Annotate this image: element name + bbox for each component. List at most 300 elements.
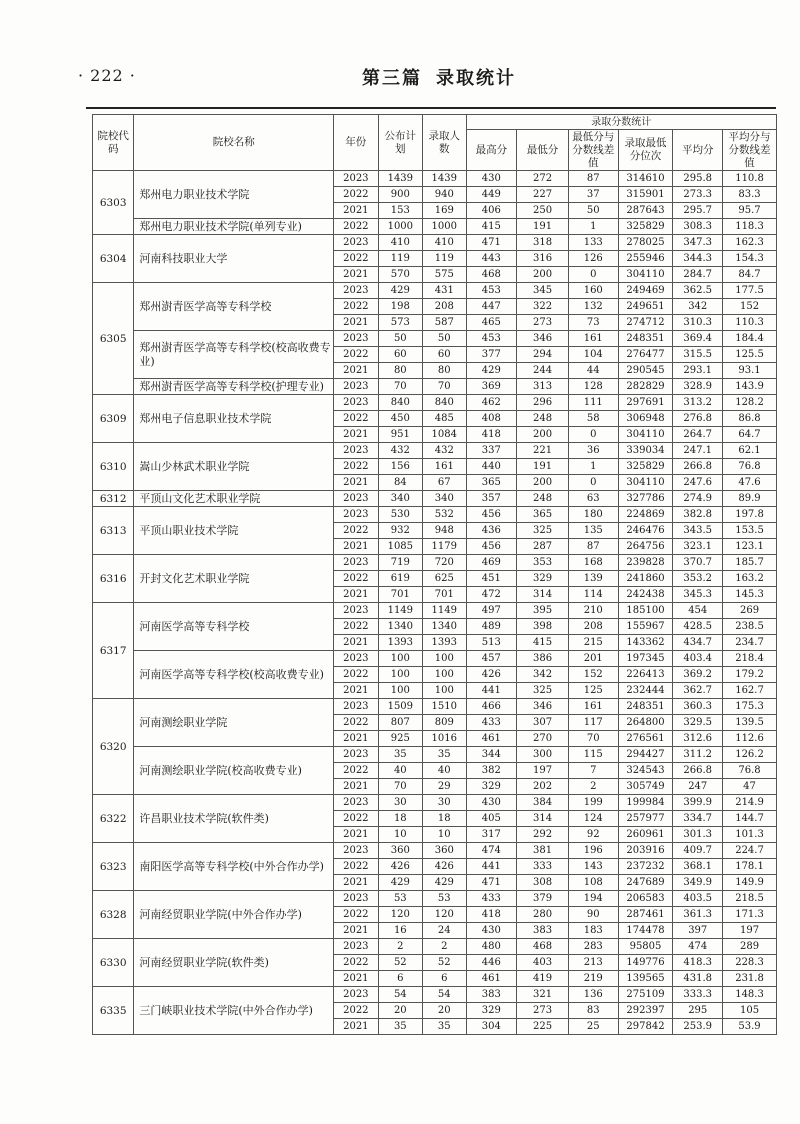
cell-plan: 153: [378, 203, 422, 219]
cell-avg: 343.5: [673, 523, 723, 539]
cell-min-rank: 276561: [618, 731, 673, 747]
cell-min-diff: 215: [568, 635, 618, 651]
cell-year: 2023: [334, 987, 378, 1003]
cell-max: 443: [466, 251, 517, 267]
cell-min: 221: [517, 443, 569, 459]
cell-min: 386: [517, 651, 569, 667]
cell-min-rank: 282829: [618, 379, 673, 395]
cell-avg-diff: 197.8: [723, 507, 777, 523]
cell-admitted: 1016: [423, 731, 466, 747]
cell-min: 346: [517, 331, 569, 347]
program-name: 三门峡职业技术学院(中外合作办学): [134, 987, 334, 1035]
cell-plan: 100: [378, 667, 422, 683]
cell-min-rank: 290545: [618, 363, 673, 379]
cell-avg: 403.5: [673, 891, 723, 907]
cell-avg-diff: 53.9: [723, 1019, 777, 1035]
cell-admitted: 52: [423, 955, 466, 971]
cell-avg: 454: [673, 603, 723, 619]
cell-avg: 311.2: [673, 747, 723, 763]
cell-min-diff: 87: [568, 539, 618, 555]
cell-max: 513: [466, 635, 517, 651]
cell-plan: 1509: [378, 699, 422, 715]
cell-min-diff: 0: [568, 427, 618, 443]
institution-code: 6304: [93, 235, 134, 283]
program-name: 郑州澍青医学高等专科学校: [134, 283, 334, 331]
cell-year: 2023: [334, 747, 378, 763]
cell-max: 453: [466, 283, 517, 299]
cell-min-rank: 339034: [618, 443, 673, 459]
cell-admitted: 29: [423, 779, 466, 795]
cell-plan: 2: [378, 939, 422, 955]
cell-plan: 701: [378, 587, 422, 603]
cell-admitted: 840: [423, 395, 466, 411]
cell-max: 329: [466, 1003, 517, 1019]
cell-avg: 253.9: [673, 1019, 723, 1035]
cell-avg-diff: 238.5: [723, 619, 777, 635]
cell-min-rank: 287643: [618, 203, 673, 219]
institution-code: 6317: [93, 603, 134, 699]
table-row: [93, 443, 777, 459]
cell-avg: 399.9: [673, 795, 723, 811]
cell-year: 2022: [334, 219, 378, 235]
cell-avg-diff: 224.7: [723, 843, 777, 859]
cell-year: 2023: [334, 699, 378, 715]
institution-code: 6330: [93, 939, 134, 987]
cell-avg-diff: 128.2: [723, 395, 777, 411]
cell-plan: 40: [378, 763, 422, 779]
cell-max: 465: [466, 315, 517, 331]
cell-avg: 334.7: [673, 811, 723, 827]
cell-avg-diff: 123.1: [723, 539, 777, 555]
cell-max: 405: [466, 811, 517, 827]
program-name: 嵩山少林武术职业学院: [134, 443, 334, 491]
cell-min-rank: 275109: [618, 987, 673, 1003]
cell-avg-diff: 184.4: [723, 331, 777, 347]
cell-max: 456: [466, 507, 517, 523]
cell-min-rank: 314610: [618, 171, 673, 187]
cell-avg-diff: 162.3: [723, 235, 777, 251]
cell-avg-diff: 231.8: [723, 971, 777, 987]
cell-min-diff: 143: [568, 859, 618, 875]
cell-min-rank: 257977: [618, 811, 673, 827]
cell-max: 489: [466, 619, 517, 635]
cell-admitted: 809: [423, 715, 466, 731]
cell-year: 2021: [334, 923, 378, 939]
cell-min-rank: 143362: [618, 635, 673, 651]
cell-year: 2023: [334, 939, 378, 955]
program-name: 郑州澍青医学高等专科学校(校高收费专业): [134, 331, 334, 379]
cell-min: 200: [517, 475, 569, 491]
cell-min-rank: 239828: [618, 555, 673, 571]
cell-min-rank: 304110: [618, 267, 673, 283]
cell-min-diff: 117: [568, 715, 618, 731]
cell-plan: 429: [378, 283, 422, 299]
program-name: 河南测绘职业学院: [134, 699, 334, 747]
institution-code: 6310: [93, 443, 134, 491]
cell-admitted: 60: [423, 347, 466, 363]
cell-avg: 434.7: [673, 635, 723, 651]
cell-avg: 397: [673, 923, 723, 939]
cell-min: 353: [517, 555, 569, 571]
cell-avg-diff: 126.2: [723, 747, 777, 763]
cell-plan: 53: [378, 891, 422, 907]
cell-year: 2022: [334, 667, 378, 683]
cell-year: 2023: [334, 507, 378, 523]
cell-plan: 900: [378, 187, 422, 203]
cell-avg-diff: 47: [723, 779, 777, 795]
cell-max: 471: [466, 875, 517, 891]
cell-min-diff: 36: [568, 443, 618, 459]
cell-avg: 333.3: [673, 987, 723, 1003]
table-row: [93, 171, 777, 187]
table-row: [93, 283, 777, 299]
cell-min: 272: [517, 171, 569, 187]
cell-min-rank: 247689: [618, 875, 673, 891]
cell-year: 2022: [334, 619, 378, 635]
table-row: [93, 395, 777, 411]
cell-year: 2022: [334, 347, 378, 363]
cell-avg-diff: 218.4: [723, 651, 777, 667]
header-min-rank: 录取最低分位次: [618, 130, 673, 171]
cell-avg-diff: 125.5: [723, 347, 777, 363]
program-name: 郑州电力职业技术学院: [134, 171, 334, 219]
cell-plan: 100: [378, 683, 422, 699]
cell-avg-diff: 228.3: [723, 955, 777, 971]
cell-admitted: 948: [423, 523, 466, 539]
cell-min: 294: [517, 347, 569, 363]
cell-year: 2023: [334, 491, 378, 507]
cell-min: 333: [517, 859, 569, 875]
cell-min-diff: 7: [568, 763, 618, 779]
cell-max: 408: [466, 411, 517, 427]
cell-admitted: 30: [423, 795, 466, 811]
cell-year: 2023: [334, 379, 378, 395]
cell-min: 322: [517, 299, 569, 315]
cell-avg-diff: 178.1: [723, 859, 777, 875]
cell-avg: 431.8: [673, 971, 723, 987]
cell-max: 430: [466, 171, 517, 187]
cell-avg-diff: 64.7: [723, 427, 777, 443]
cell-year: 2021: [334, 875, 378, 891]
cell-year: 2023: [334, 331, 378, 347]
table-row: [93, 603, 777, 619]
cell-max: 433: [466, 715, 517, 731]
cell-admitted: 431: [423, 283, 466, 299]
cell-avg-diff: 93.1: [723, 363, 777, 379]
cell-max: 497: [466, 603, 517, 619]
cell-min-diff: 111: [568, 395, 618, 411]
cell-max: 471: [466, 235, 517, 251]
cell-min-diff: 160: [568, 283, 618, 299]
cell-min: 329: [517, 571, 569, 587]
program-name: 郑州电力职业技术学院(单列专业): [134, 219, 334, 235]
program-name: 许昌职业技术学院(软件类): [134, 795, 334, 843]
cell-avg: 349.9: [673, 875, 723, 891]
cell-plan: 54: [378, 987, 422, 1003]
program-name: 郑州电子信息职业技术学院: [134, 395, 334, 443]
cell-year: 2021: [334, 779, 378, 795]
cell-admitted: 100: [423, 667, 466, 683]
cell-avg: 474: [673, 939, 723, 955]
cell-min: 273: [517, 1003, 569, 1019]
cell-admitted: 940: [423, 187, 466, 203]
cell-min-rank: 274712: [618, 315, 673, 331]
cell-plan: 35: [378, 1019, 422, 1035]
cell-admitted: 485: [423, 411, 466, 427]
cell-avg-diff: 76.8: [723, 459, 777, 475]
cell-min-rank: 155967: [618, 619, 673, 635]
cell-avg-diff: 110.3: [723, 315, 777, 331]
cell-admitted: 208: [423, 299, 466, 315]
cell-plan: 1393: [378, 635, 422, 651]
cell-plan: 70: [378, 779, 422, 795]
table-row: [93, 219, 777, 235]
cell-year: 2021: [334, 203, 378, 219]
program-name: 河南测绘职业学院(校高收费专业): [134, 747, 334, 795]
cell-max: 337: [466, 443, 517, 459]
cell-year: 2022: [334, 715, 378, 731]
table-row: [93, 843, 777, 859]
cell-avg: 347.3: [673, 235, 723, 251]
cell-plan: 198: [378, 299, 422, 315]
institution-code: 6303: [93, 171, 134, 235]
header-rule: [86, 107, 776, 109]
cell-min-rank: 237232: [618, 859, 673, 875]
cell-admitted: 120: [423, 907, 466, 923]
cell-avg-diff: 152: [723, 299, 777, 315]
chapter-title: 录取统计: [436, 68, 516, 89]
cell-avg-diff: 179.2: [723, 667, 777, 683]
cell-min: 200: [517, 267, 569, 283]
cell-admitted: 1179: [423, 539, 466, 555]
cell-avg: 428.5: [673, 619, 723, 635]
cell-avg: 370.7: [673, 555, 723, 571]
cell-max: 468: [466, 267, 517, 283]
cell-max: 344: [466, 747, 517, 763]
cell-plan: 1085: [378, 539, 422, 555]
cell-min-diff: 283: [568, 939, 618, 955]
cell-plan: 156: [378, 459, 422, 475]
cell-min-diff: 37: [568, 187, 618, 203]
cell-plan: 1149: [378, 603, 422, 619]
cell-plan: 60: [378, 347, 422, 363]
cell-year: 2022: [334, 523, 378, 539]
cell-admitted: 1084: [423, 427, 466, 443]
cell-year: 2021: [334, 827, 378, 843]
institution-code: 6335: [93, 987, 134, 1035]
cell-min-rank: 197345: [618, 651, 673, 667]
cell-plan: 360: [378, 843, 422, 859]
cell-max: 317: [466, 827, 517, 843]
cell-max: 453: [466, 331, 517, 347]
cell-admitted: 360: [423, 843, 466, 859]
institution-code: 6316: [93, 555, 134, 603]
cell-max: 433: [466, 891, 517, 907]
cell-max: 429: [466, 363, 517, 379]
cell-min: 379: [517, 891, 569, 907]
cell-min-rank: 297691: [618, 395, 673, 411]
cell-plan: 16: [378, 923, 422, 939]
cell-min: 191: [517, 459, 569, 475]
cell-min-diff: 125: [568, 683, 618, 699]
cell-min-diff: 183: [568, 923, 618, 939]
cell-min: 419: [517, 971, 569, 987]
cell-plan: 340: [378, 491, 422, 507]
cell-max: 461: [466, 971, 517, 987]
table-row: [93, 747, 777, 763]
cell-min: 318: [517, 235, 569, 251]
cell-year: 2023: [334, 891, 378, 907]
cell-avg: 315.5: [673, 347, 723, 363]
cell-min-rank: 276477: [618, 347, 673, 363]
cell-avg: 403.4: [673, 651, 723, 667]
cell-plan: 84: [378, 475, 422, 491]
cell-min-rank: 278025: [618, 235, 673, 251]
cell-year: 2021: [334, 315, 378, 331]
cell-year: 2023: [334, 395, 378, 411]
cell-min-rank: 224869: [618, 507, 673, 523]
cell-max: 382: [466, 763, 517, 779]
cell-year: 2021: [334, 475, 378, 491]
cell-plan: 570: [378, 267, 422, 283]
cell-min-rank: 248351: [618, 331, 673, 347]
cell-min: 244: [517, 363, 569, 379]
cell-avg: 345.3: [673, 587, 723, 603]
cell-max: 426: [466, 667, 517, 683]
cell-avg-diff: 110.8: [723, 171, 777, 187]
cell-min: 300: [517, 747, 569, 763]
header-avg: 平均分: [673, 130, 723, 171]
cell-avg: 418.3: [673, 955, 723, 971]
cell-max: 472: [466, 587, 517, 603]
header-code: 院校代码: [93, 115, 134, 171]
cell-admitted: 429: [423, 875, 466, 891]
cell-max: 418: [466, 427, 517, 443]
cell-year: 2023: [334, 795, 378, 811]
institution-code: 6322: [93, 795, 134, 843]
cell-min-rank: 255946: [618, 251, 673, 267]
cell-admitted: 35: [423, 1019, 466, 1035]
cell-avg: 308.3: [673, 219, 723, 235]
cell-min-rank: 264756: [618, 539, 673, 555]
cell-avg-diff: 144.7: [723, 811, 777, 827]
cell-max: 383: [466, 987, 517, 1003]
cell-min-rank: 294427: [618, 747, 673, 763]
cell-min-rank: 95805: [618, 939, 673, 955]
cell-avg-diff: 269: [723, 603, 777, 619]
cell-avg: 362.5: [673, 283, 723, 299]
cell-min-rank: 241860: [618, 571, 673, 587]
cell-avg: 247.6: [673, 475, 723, 491]
cell-min: 287: [517, 539, 569, 555]
cell-admitted: 587: [423, 315, 466, 331]
cell-min-diff: 196: [568, 843, 618, 859]
cell-min: 415: [517, 635, 569, 651]
cell-min: 314: [517, 587, 569, 603]
cell-plan: 429: [378, 875, 422, 891]
cell-min: 273: [517, 315, 569, 331]
cell-avg: 361.3: [673, 907, 723, 923]
cell-max: 369: [466, 379, 517, 395]
cell-admitted: 161: [423, 459, 466, 475]
cell-min-diff: 208: [568, 619, 618, 635]
program-name: 平顶山文化艺术职业学院: [134, 491, 334, 507]
cell-avg-diff: 234.7: [723, 635, 777, 651]
cell-min-diff: 92: [568, 827, 618, 843]
cell-min-rank: 149776: [618, 955, 673, 971]
cell-admitted: 575: [423, 267, 466, 283]
cell-admitted: 410: [423, 235, 466, 251]
cell-year: 2021: [334, 267, 378, 283]
cell-min-diff: 25: [568, 1019, 618, 1035]
cell-plan: 1340: [378, 619, 422, 635]
cell-plan: 432: [378, 443, 422, 459]
cell-admitted: 18: [423, 811, 466, 827]
cell-max: 430: [466, 795, 517, 811]
cell-min: 191: [517, 219, 569, 235]
cell-plan: 619: [378, 571, 422, 587]
cell-min: 248: [517, 411, 569, 427]
cell-plan: 18: [378, 811, 422, 827]
cell-avg-diff: 86.8: [723, 411, 777, 427]
cell-min-diff: 83: [568, 1003, 618, 1019]
cell-admitted: 1439: [423, 171, 466, 187]
cell-admitted: 24: [423, 923, 466, 939]
cell-year: 2023: [334, 171, 378, 187]
cell-min: 197: [517, 763, 569, 779]
table-row: [93, 331, 777, 347]
cell-year: 2023: [334, 235, 378, 251]
cell-admitted: 54: [423, 987, 466, 1003]
cell-avg-diff: 163.2: [723, 571, 777, 587]
cell-avg: 342: [673, 299, 723, 315]
cell-avg-diff: 47.6: [723, 475, 777, 491]
cell-plan: 925: [378, 731, 422, 747]
cell-avg: 329.5: [673, 715, 723, 731]
cell-year: 2022: [334, 955, 378, 971]
cell-admitted: 100: [423, 683, 466, 699]
cell-avg: 313.2: [673, 395, 723, 411]
cell-admitted: 169: [423, 203, 466, 219]
cell-min-diff: 73: [568, 315, 618, 331]
cell-admitted: 20: [423, 1003, 466, 1019]
cell-min-rank: 305749: [618, 779, 673, 795]
cell-admitted: 10: [423, 827, 466, 843]
cell-min: 248: [517, 491, 569, 507]
cell-min: 365: [517, 507, 569, 523]
cell-min-rank: 246476: [618, 523, 673, 539]
cell-max: 480: [466, 939, 517, 955]
cell-avg-diff: 177.5: [723, 283, 777, 299]
cell-min: 292: [517, 827, 569, 843]
cell-min: 202: [517, 779, 569, 795]
program-name: 河南科技职业大学: [134, 235, 334, 283]
cell-min: 225: [517, 1019, 569, 1035]
cell-avg-diff: 62.1: [723, 443, 777, 459]
cell-year: 2023: [334, 651, 378, 667]
table-row: [93, 491, 777, 507]
cell-avg: 284.7: [673, 267, 723, 283]
cell-avg: 295.7: [673, 203, 723, 219]
cell-max: 441: [466, 683, 517, 699]
cell-avg: 273.3: [673, 187, 723, 203]
institution-code: 6312: [93, 491, 134, 507]
cell-admitted: 119: [423, 251, 466, 267]
cell-min-rank: 297842: [618, 1019, 673, 1035]
cell-min: 227: [517, 187, 569, 203]
cell-year: 2022: [334, 459, 378, 475]
header-min: 最低分: [517, 130, 569, 171]
